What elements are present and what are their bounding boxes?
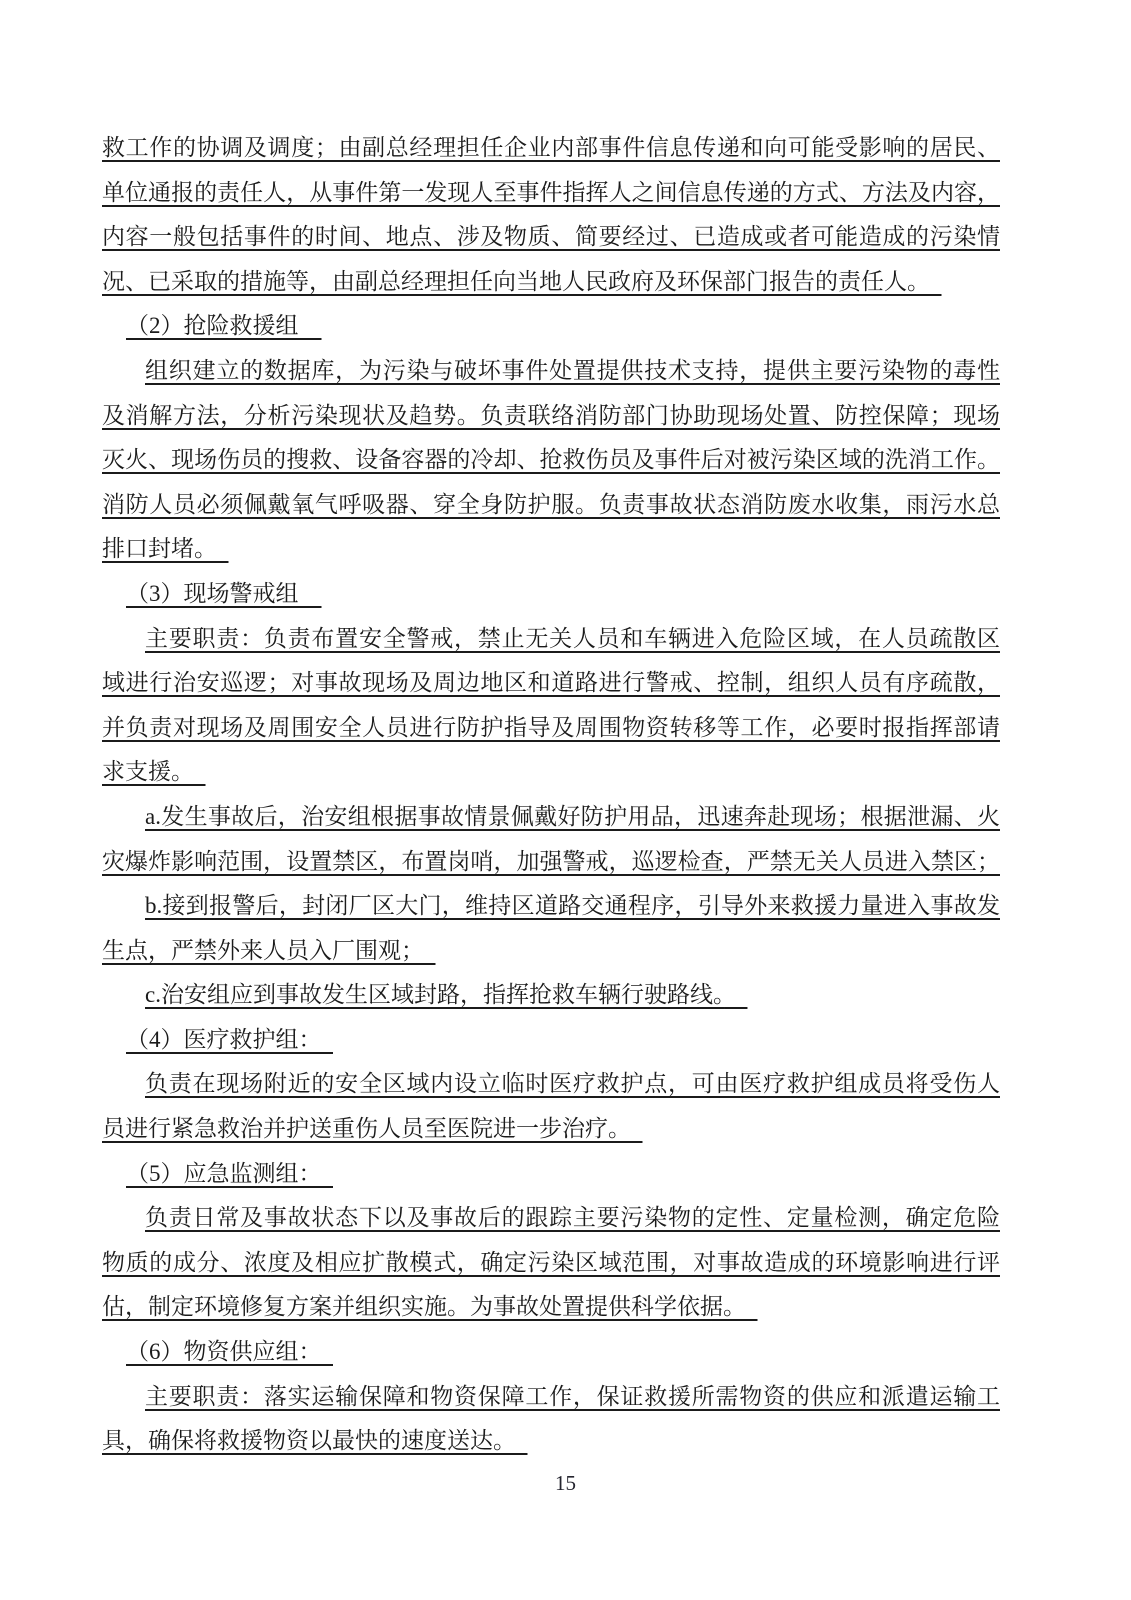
text-line-content: 估，制定环境修复方案并组织实施。为事故处置提供科学依据。 xyxy=(102,1294,735,1320)
text-line-content: 灭火、现场伤员的搜救、设备容器的冷却、抢救伤员及事件后对被污染区域的洗消工作。 xyxy=(102,447,1000,473)
text-line-content: 及消解方法，分析污染现状及趋势。负责联络消防部门协助现场处置、防控保障；现场 xyxy=(102,402,1000,428)
text-line-content: a.发生事故后，治安组根据事故情景佩戴好防护用品，迅速奔赴现场；根据泄漏、火 xyxy=(145,803,1000,829)
list-item-c xyxy=(102,973,1000,1018)
section-heading xyxy=(102,572,1000,617)
section-heading xyxy=(102,1152,1000,1197)
text-line-content: 负责日常及事故状态下以及事故后的跟踪主要污染物的定性、定量检测，确定危险 xyxy=(145,1205,1000,1231)
section-heading-text: （3）现场警戒组 xyxy=(126,580,299,606)
text-line xyxy=(102,750,1000,795)
text-line-content: 组织建立的数据库，为污染与破坏事件处置提供技术支持，提供主要污染物的毒性 xyxy=(145,357,1000,383)
text-line-content: 排口封堵。 xyxy=(102,536,206,562)
section-heading-text: （6）物资供应组： xyxy=(126,1339,310,1365)
section-heading xyxy=(102,1018,1000,1063)
text-line-content: 主要职责：落实运输保障和物资保障工作，保证救援所需物资的供应和派遣运输工 xyxy=(145,1383,1000,1409)
text-line xyxy=(102,260,1000,305)
text-line xyxy=(102,1375,1000,1420)
list-item-a xyxy=(102,795,1000,840)
text-line-content: 灾爆炸影响范围，设置禁区，布置岗哨，加强警戒，巡逻检查，严禁无关人员进入禁区； xyxy=(102,848,1000,874)
section-heading xyxy=(102,1330,1000,1375)
section-heading-text: （5）应急监测组： xyxy=(126,1160,310,1186)
text-line-content: 内容一般包括事件的时间、地点、涉及物质、简要经过、已造成或者可能造成的污染情 xyxy=(102,224,1000,250)
text-line xyxy=(102,438,1000,483)
text-line xyxy=(102,929,1000,974)
section-heading-text: （2）抢险救援组 xyxy=(126,313,299,339)
text-line xyxy=(102,215,1000,260)
text-line xyxy=(102,349,1000,394)
text-line xyxy=(102,1419,1000,1464)
text-line xyxy=(102,1062,1000,1107)
text-line xyxy=(102,1241,1000,1286)
text-line xyxy=(102,1196,1000,1241)
text-line xyxy=(102,1285,1000,1330)
section-heading-text: （4）医疗救护组： xyxy=(126,1026,310,1052)
text-line xyxy=(102,394,1000,439)
text-line-content: 物质的成分、浓度及相应扩散模式，确定污染区域范围，对事故造成的环境影响进行评 xyxy=(102,1249,1000,1275)
text-line xyxy=(102,1107,1000,1152)
text-line-content: 主要职责：负责布置安全警戒，禁止无关人员和车辆进入危险区域，在人员疏散区 xyxy=(145,625,1000,651)
text-line xyxy=(102,840,1000,885)
text-line-content: 求支援。 xyxy=(102,759,183,785)
text-line xyxy=(102,171,1000,216)
text-line-content: 具，确保将救援物资以最快的速度送达。 xyxy=(102,1428,505,1454)
text-line-content: 生点，严禁外来人员入厂围观； xyxy=(102,937,413,963)
text-line xyxy=(102,706,1000,751)
section-heading xyxy=(102,304,1000,349)
text-line-content: 并负责对现场及周围安全人员进行防护指导及周围物资转移等工作，必要时报指挥部请 xyxy=(102,714,1000,740)
text-line xyxy=(102,661,1000,706)
list-item-b xyxy=(102,884,1000,929)
text-line-content: 单位通报的责任人，从事件第一发现人至事件指挥人之间信息传递的方式、方法及内容， xyxy=(102,179,1000,205)
page-number: 15 xyxy=(555,1471,576,1495)
text-line-content: c.治安组应到事故发生区域封路，指挥抢救车辆行驶路线。 xyxy=(145,982,725,1008)
text-line-content: 负责在现场附近的安全区域内设立临时医疗救护点，可由医疗救护组成员将受伤人 xyxy=(145,1071,1000,1097)
text-line xyxy=(102,617,1000,662)
text-line-content: 消防人员必须佩戴氧气呼吸器、穿全身防护服。负责事故状态消防废水收集，雨污水总 xyxy=(102,491,1000,517)
text-line-content: b.接到报警后，封闭厂区大门，维持区道路交通程序，引导外来救援力量进入事故发 xyxy=(145,893,1000,919)
document-text-block xyxy=(102,126,1000,1464)
text-line xyxy=(102,527,1000,572)
text-line xyxy=(102,483,1000,528)
text-line-content: 救工作的协调及调度；由副总经理担任企业内部事件信息传递和向可能受影响的居民、 xyxy=(102,135,1000,160)
text-line xyxy=(102,126,1000,171)
text-line-content: 员进行紧急救治并护送重伤人员至医院进一步治疗。 xyxy=(102,1116,620,1142)
text-line-content: 域进行治安巡逻；对事故现场及周边地区和道路进行警戒、控制，组织人员有序疏散， xyxy=(102,670,1000,696)
text-line-content: 况、已采取的措施等，由副总经理担任向当地人民政府及环保部门报告的责任人。 xyxy=(102,268,919,294)
